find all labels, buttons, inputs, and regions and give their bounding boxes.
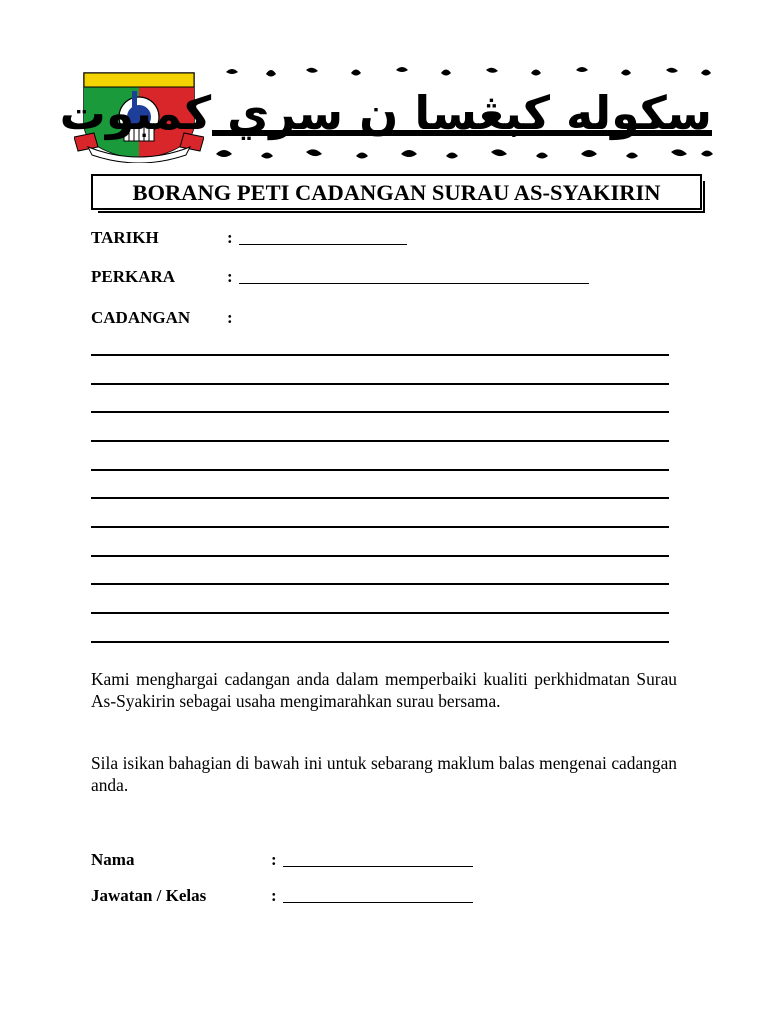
cadangan-line[interactable] (91, 526, 669, 528)
jawatan-label: Jawatan / Kelas (91, 886, 207, 905)
perkara-field[interactable] (239, 283, 589, 284)
cadangan-line[interactable] (91, 383, 669, 385)
cadangan-line[interactable] (91, 641, 669, 643)
cadangan-line[interactable] (91, 555, 669, 557)
tarikh-field[interactable] (239, 244, 407, 245)
tarikh-label: TARIKH (91, 228, 159, 247)
jawi-banner (59, 64, 718, 164)
nama-field[interactable] (283, 866, 473, 867)
perkara-colon: : (227, 267, 233, 286)
cadangan-line[interactable] (91, 440, 669, 442)
cadangan-label: CADANGAN (91, 308, 191, 327)
cadangan-line[interactable] (91, 411, 669, 413)
jawatan-field[interactable] (283, 902, 473, 903)
instruction-paragraph: Sila isikan bahagian di bawah ini untuk sebarang maklum balas mengenai cadangan anda. (91, 753, 677, 795)
nama-label: Nama (91, 850, 135, 869)
cadangan-line[interactable] (91, 354, 669, 356)
form-title: BORANG PETI CADANGAN SURAU AS-SYAKIRIN (132, 180, 661, 205)
cadangan-line[interactable] (91, 583, 669, 585)
page-header (59, 64, 718, 164)
appreciation-paragraph: Kami menghargai cadangan anda dalam memperbaiki kualiti perkhidmatan Surau As-Syakirin sebagai usaha mengimarahkan surau bersama. (91, 669, 677, 711)
cadangan-line[interactable] (91, 469, 669, 471)
school-name-jawi: سکوله کبڠسا ن سري کمبوت (59, 86, 712, 140)
form-title-box (91, 174, 702, 210)
tarikh-colon: : (227, 228, 233, 247)
cadangan-colon: : (227, 308, 233, 327)
perkara-label: PERKARA (91, 267, 176, 286)
nama-colon: : (271, 850, 277, 869)
jawatan-colon: : (271, 886, 277, 905)
cadangan-line[interactable] (91, 612, 669, 614)
cadangan-line[interactable] (91, 497, 669, 499)
